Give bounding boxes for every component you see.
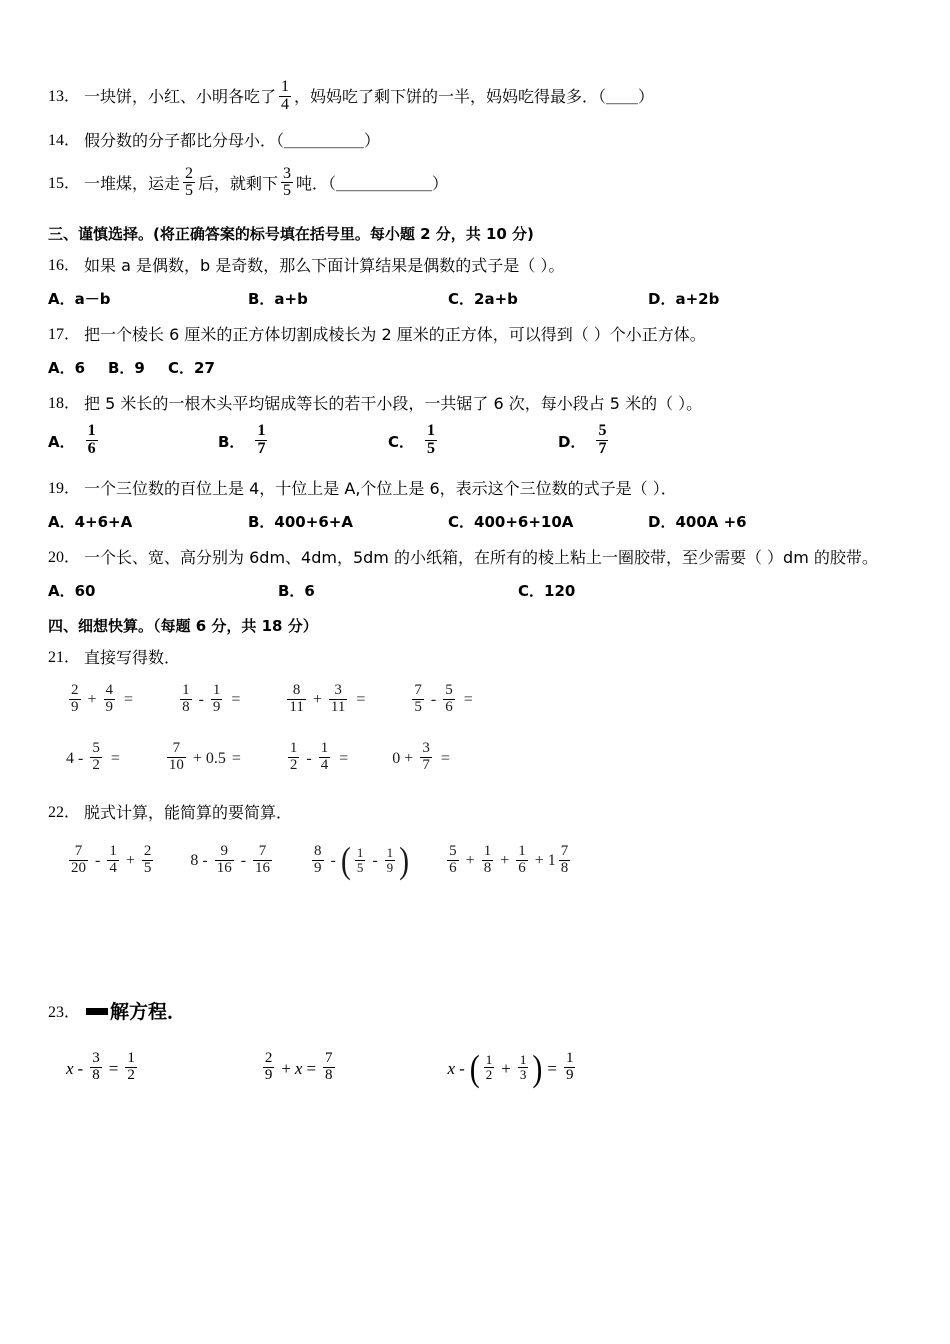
question-text: 假分数的分子都比分母小．（＿＿＿＿＿） <box>84 130 381 150</box>
question-title: 脱式计算，能简算的要简算． <box>84 802 293 822</box>
choice-a-fraction: $\frac{1}{6}$ <box>87 422 96 457</box>
equals: = <box>339 749 349 767</box>
question-text: 把一个棱长 6 厘米的正方体切割成棱长为 2 厘米的正方体，可以得到（ ）个小正方体。 <box>84 325 706 345</box>
q22-expr-4 <box>444 842 573 878</box>
q21-row-1 <box>66 681 908 717</box>
choice-c-fraction: $\frac{1}{5}$ <box>427 422 436 457</box>
paren-close: ) <box>532 1047 543 1089</box>
equals: = <box>547 1058 557 1078</box>
fraction: $\frac{3}{11}$ <box>330 681 346 715</box>
choice-b[interactable] <box>218 424 388 459</box>
choice-a[interactable]: A．6 <box>48 359 86 378</box>
choice-a[interactable]: A．a－b <box>48 290 111 309</box>
fraction: $\frac{7}{8}$ <box>325 1050 333 1084</box>
question-number: 16． <box>48 257 81 275</box>
choice-c[interactable]: C．120 <box>518 581 576 600</box>
operator: - <box>202 852 208 870</box>
fraction: $\frac{1}{3}$ <box>519 1052 527 1083</box>
choice-d-label: D． <box>558 432 586 451</box>
choice-d[interactable]: D．400A +6 <box>648 512 747 531</box>
q23-equations <box>66 1047 908 1089</box>
fraction: $\frac{2}{9}$ <box>71 681 79 715</box>
question-number: 23． <box>48 1004 81 1022</box>
operator: + <box>534 852 544 870</box>
q22-expr-1 <box>66 842 156 878</box>
choices-19 <box>48 511 908 532</box>
question-22 <box>48 801 908 825</box>
choices-18 <box>48 424 908 459</box>
choice-c[interactable]: C．27 <box>168 359 215 378</box>
equals: = <box>463 691 473 709</box>
question-text: 一堆煤，运走 <box>84 173 181 193</box>
question-text-tail: 吨．（＿＿＿＿＿＿） <box>296 173 449 193</box>
paren-open: ( <box>340 839 351 882</box>
fraction: $\frac{8}{11}$ <box>289 681 304 715</box>
operator: - <box>78 749 84 767</box>
choice-a[interactable]: A．4+6+A <box>48 512 133 531</box>
operator: + <box>500 852 510 870</box>
fraction: $\frac{7}{20}$ <box>71 842 86 876</box>
choice-a-label: A． <box>48 432 75 451</box>
paren-open: ( <box>469 1047 480 1089</box>
question-19 <box>48 477 908 501</box>
operator: + <box>192 749 202 767</box>
operator: + <box>87 691 97 709</box>
fraction-three-fifths: $\frac{3}{5}$ <box>283 164 292 200</box>
choice-d[interactable]: D．a+2b <box>648 290 720 309</box>
variable-x: x <box>66 1058 74 1078</box>
whole-number: 4 <box>66 749 74 767</box>
question-text: 把 5 米长的一根木头平均锯成等长的若干小段，一共锯了 6 次，每小段占 5 米的（ ）。 <box>84 394 703 414</box>
question-number: 18． <box>48 395 81 413</box>
whole-number: 0 <box>392 749 401 767</box>
operator: + <box>281 1058 291 1078</box>
expr-8 <box>392 742 454 775</box>
fraction: $\frac{1}{9}$ <box>565 1050 574 1084</box>
expr-4 <box>409 681 476 717</box>
operator: - <box>198 691 204 709</box>
operator: - <box>459 1058 465 1078</box>
question-number: 13． <box>48 88 81 106</box>
question-text: 一个长、宽、高分别为 6dm、4dm，5dm 的小纸箱，在所有的棱上粘上一圈胶带，至少需要（ ）dm 的胶带。 <box>84 547 878 567</box>
fraction: $\frac{7}{5}$ <box>414 681 422 715</box>
equals: = <box>440 749 450 767</box>
whole-number: 8 <box>190 852 199 870</box>
fraction: $\frac{2}{9}$ <box>264 1050 273 1084</box>
fraction: $\frac{8}{9}$ <box>314 842 322 876</box>
question-text-tail: ，妈妈吃了剩下饼的一半，妈妈吃得最多．（＿＿） <box>294 87 655 107</box>
fraction: $\frac{1}{8}$ <box>483 842 492 876</box>
equals: = <box>108 1058 119 1078</box>
operator: + <box>125 852 135 870</box>
choices-16 <box>48 288 908 309</box>
question-text: 一个三位数的百位上是 4，十位上是 A,个位上是 6，表示这个三位数的式子是（ ）． <box>84 478 677 498</box>
fraction: $\frac{1}{2}$ <box>127 1050 135 1084</box>
expr-1 <box>66 681 137 717</box>
equals: = <box>231 749 241 767</box>
variable-x: x <box>447 1058 456 1078</box>
choice-d-fraction: $\frac{5}{7}$ <box>598 422 607 457</box>
expr-3 <box>284 681 369 717</box>
fraction-one-fourth: $\frac{1}{4}$ <box>281 78 290 113</box>
q21-row-2 <box>66 742 908 775</box>
variable-x: x <box>294 1058 303 1078</box>
question-number: 22． <box>48 803 81 821</box>
fraction: $\frac{1}{9}$ <box>386 844 394 875</box>
operator: - <box>77 1058 84 1078</box>
fraction: $\frac{5}{6}$ <box>445 681 453 715</box>
choice-c-label: C． <box>388 432 415 451</box>
fraction: $\frac{1}{6}$ <box>518 842 526 876</box>
choice-b-fraction: $\frac{1}{7}$ <box>257 422 266 457</box>
equals: = <box>124 691 134 709</box>
question-title: 解方程． <box>110 1001 187 1024</box>
section-4-heading: 四、细想快算。（每题 6 分，共 18 分） <box>48 616 318 635</box>
expr-6 <box>164 742 245 775</box>
question-title: 直接写得数． <box>84 647 181 667</box>
equals: = <box>306 1058 317 1078</box>
expr-5 <box>66 742 124 775</box>
question-text: 一块饼，小红、小明各吃了 <box>84 87 277 107</box>
question-number: 19． <box>48 479 81 497</box>
expr-2 <box>177 681 244 717</box>
question-18 <box>48 392 908 416</box>
section-3-heading: 三、谨慎选择。(将正确答案的标号填在括号里。每小题 2 分，共 10 分) <box>48 225 534 244</box>
highlight-marker-icon <box>86 1008 108 1015</box>
question-17 <box>48 323 908 347</box>
question-16 <box>48 254 908 278</box>
operator: - <box>306 749 312 767</box>
equals: = <box>231 691 241 709</box>
question-text: 如果 a 是偶数，b 是奇数，那么下面计算结果是偶数的式子是（ ）。 <box>84 256 565 276</box>
choice-c[interactable]: C．400+6+10A <box>448 512 574 531</box>
question-14 <box>48 129 908 153</box>
fraction: $\frac{3}{8}$ <box>92 1050 100 1084</box>
fraction: $\frac{7}{16}$ <box>255 842 271 876</box>
operator: - <box>372 852 378 870</box>
expr-7 <box>285 742 352 775</box>
question-15 <box>48 164 908 202</box>
equals: = <box>356 691 366 709</box>
fraction: $\frac{1}{8}$ <box>182 681 190 715</box>
fraction-two-fifths: $\frac{2}{5}$ <box>185 164 194 200</box>
choice-b[interactable]: B．9 <box>108 359 145 378</box>
whole-number: 1 <box>547 852 556 870</box>
fraction: $\frac{5}{2}$ <box>92 740 100 774</box>
choice-c[interactable]: C．2a+b <box>448 290 518 309</box>
question-number: 15． <box>48 174 81 192</box>
question-number: 17． <box>48 326 81 344</box>
question-21 <box>48 646 908 670</box>
choice-b[interactable]: B．a+b <box>248 290 308 309</box>
question-number: 20． <box>48 548 81 566</box>
fraction: $\frac{2}{5}$ <box>143 842 152 876</box>
operator: - <box>240 852 247 870</box>
question-number: 14． <box>48 131 81 149</box>
fraction: $\frac{1}{9}$ <box>212 681 221 715</box>
question-text-mid: 后，就剩下 <box>198 173 279 193</box>
question-23 <box>48 997 908 1024</box>
fraction: $\frac{7}{8}$ <box>560 842 569 876</box>
fraction: $\frac{1}{2}$ <box>289 740 298 774</box>
operator: - <box>330 852 336 870</box>
q22-expr-3 <box>309 839 410 882</box>
choices-17 <box>48 357 908 378</box>
q22-expressions <box>66 839 908 882</box>
q23-eq-1 <box>66 1052 140 1085</box>
paren-close: ) <box>399 839 410 882</box>
fraction: $\frac{1}{4}$ <box>320 740 329 774</box>
fraction: $\frac{5}{6}$ <box>449 842 457 876</box>
fraction: $\frac{7}{10}$ <box>168 740 184 774</box>
operator: + <box>465 852 475 870</box>
equals: = <box>110 749 120 767</box>
question-13 <box>48 80 908 115</box>
question-number: 21． <box>48 648 81 666</box>
q23-eq-3 <box>447 1047 579 1089</box>
choice-d[interactable] <box>558 424 728 459</box>
operator: + <box>312 691 322 709</box>
q23-eq-2 <box>260 1052 338 1085</box>
fraction: $\frac{1}{5}$ <box>356 844 364 875</box>
choice-c[interactable] <box>388 424 558 459</box>
decimal-number: 0.5 <box>205 749 226 767</box>
question-20 <box>48 546 908 570</box>
fraction: $\frac{9}{16}$ <box>216 842 232 876</box>
choices-20 <box>48 580 908 601</box>
fraction: $\frac{1}{2}$ <box>485 1052 493 1083</box>
operator: - <box>95 852 101 870</box>
q22-expr-2 <box>190 842 275 878</box>
page-content <box>48 78 908 1089</box>
fraction: $\frac{1}{4}$ <box>109 842 117 876</box>
fraction: $\frac{3}{7}$ <box>422 740 430 774</box>
fraction: $\frac{4}{9}$ <box>105 681 114 715</box>
choice-b[interactable]: B．6 <box>278 581 315 600</box>
operator: + <box>404 749 414 767</box>
choice-b-label: B． <box>218 432 245 451</box>
choice-a[interactable]: A．60 <box>48 581 96 600</box>
operator: + <box>501 1058 511 1078</box>
choice-b[interactable]: B．400+6+A <box>248 512 353 531</box>
operator: - <box>430 691 437 709</box>
choice-a[interactable] <box>48 424 218 459</box>
